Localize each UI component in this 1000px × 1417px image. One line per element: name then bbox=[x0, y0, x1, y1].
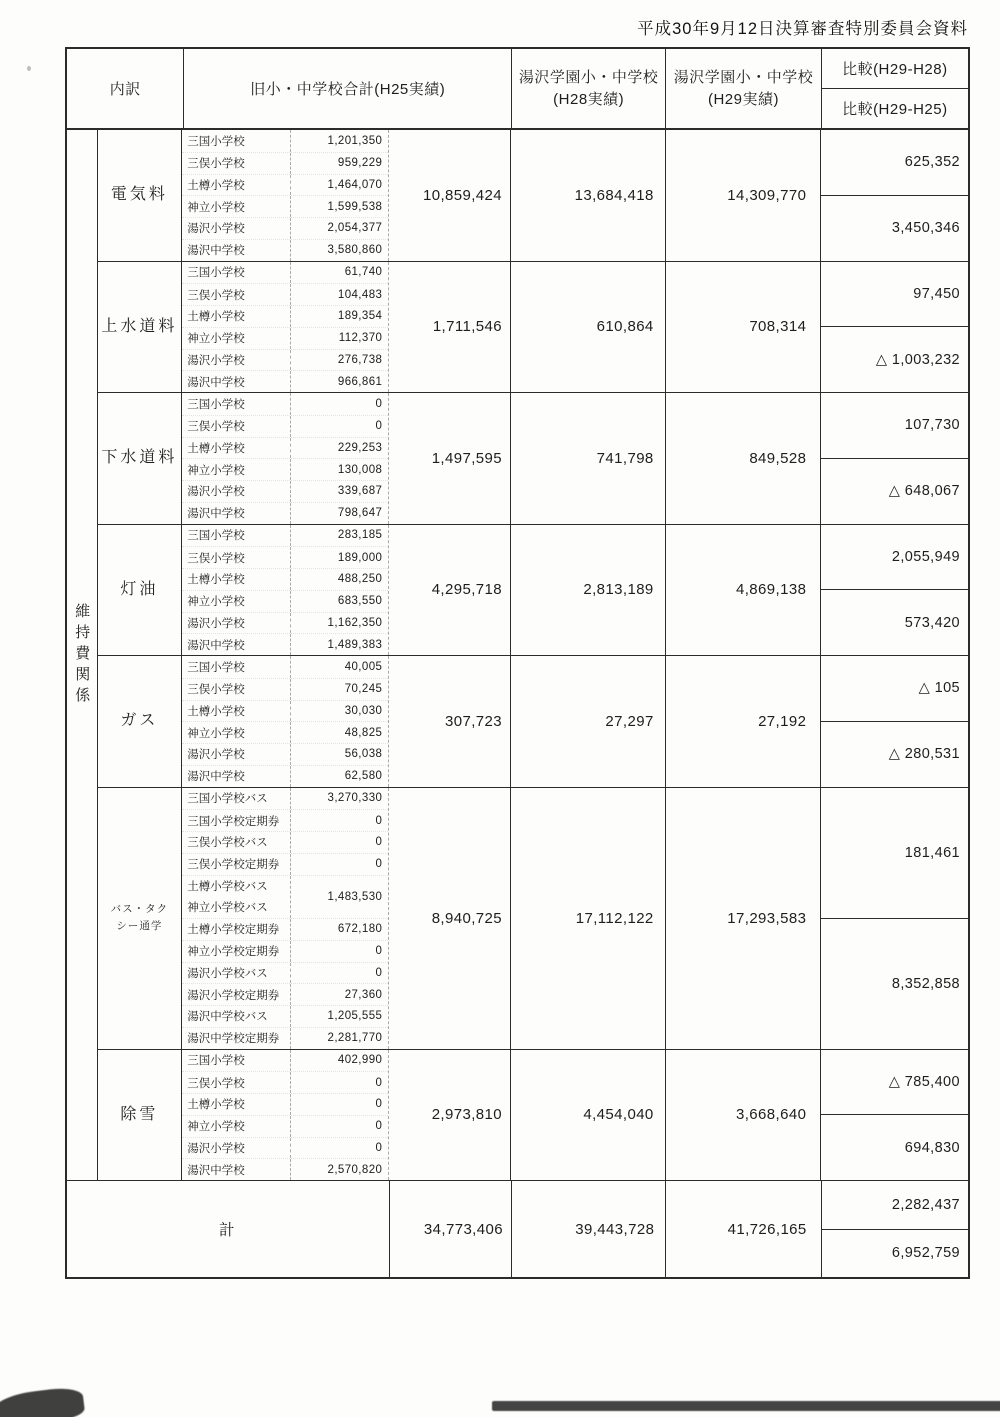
school-value: 1,201,350 bbox=[290, 130, 388, 152]
school-name: 神立小学校 bbox=[187, 464, 245, 477]
school-value: 0 bbox=[290, 1138, 388, 1159]
h28-actual-cell: 2,813,189 bbox=[511, 525, 666, 656]
category-label: シー通学 bbox=[116, 920, 163, 932]
school-value: 189,354 bbox=[290, 306, 388, 327]
item-row bbox=[182, 721, 388, 743]
h28-actual-cell: 13,684,418 bbox=[511, 130, 666, 261]
item-row bbox=[182, 239, 388, 261]
items-column bbox=[182, 1050, 388, 1181]
h28-actual-cell: 27,297 bbox=[511, 656, 666, 787]
item-row bbox=[182, 940, 388, 962]
header-h29-line2: (H29実績) bbox=[707, 90, 779, 108]
item-row bbox=[182, 130, 388, 152]
expense-block bbox=[98, 655, 969, 787]
item-row bbox=[182, 1050, 388, 1072]
items-column bbox=[182, 130, 388, 261]
item-row bbox=[182, 262, 388, 284]
h28-actual-cell: 741,798 bbox=[511, 393, 666, 524]
school-name: 神立小学校バス bbox=[187, 902, 268, 915]
h29-actual-cell: 849,528 bbox=[666, 393, 822, 524]
school-name: 湯沢中学校 bbox=[187, 245, 245, 258]
category-cell bbox=[98, 788, 183, 1049]
school-value: 966,861 bbox=[290, 371, 388, 392]
items-column bbox=[182, 788, 388, 1049]
school-name: 湯沢小学校定期券 bbox=[187, 989, 280, 1002]
scan-artifact-bar bbox=[492, 1401, 1000, 1411]
school-name: 湯沢中学校 bbox=[187, 639, 245, 652]
category-cell bbox=[98, 525, 183, 656]
header-comparison-h29-h25: 比較(H29-H25) bbox=[822, 88, 968, 128]
school-value: 283,185 bbox=[290, 525, 388, 547]
total-comparison-h29-h28: 2,282,437 bbox=[891, 1196, 960, 1213]
item-row bbox=[182, 393, 388, 415]
h29-actual-cell: 14,309,770 bbox=[666, 130, 822, 261]
item-row bbox=[182, 305, 388, 327]
comparison-cell bbox=[821, 393, 968, 524]
school-value: 3,270,330 bbox=[290, 788, 388, 810]
total-h28-value: 39,443,728 bbox=[512, 1181, 666, 1277]
school-value: 0 bbox=[290, 832, 388, 853]
item-row bbox=[182, 590, 388, 612]
h29-actual-cell: 4,869,138 bbox=[666, 525, 822, 656]
school-value: 402,990 bbox=[290, 1050, 388, 1072]
table-body bbox=[67, 130, 968, 1180]
school-name: 三俣小学校定期券 bbox=[187, 859, 280, 872]
header-comparison-h29-h28: 比較(H29-H28) bbox=[842, 61, 948, 78]
item-row bbox=[182, 1027, 388, 1049]
item-row bbox=[182, 788, 388, 810]
school-value: 0 bbox=[290, 941, 388, 962]
school-value: 48,825 bbox=[290, 722, 388, 743]
comparison-h29-h25-value: 3,450,346 bbox=[821, 195, 968, 261]
item-row bbox=[182, 458, 388, 480]
school-value: 2,570,820 bbox=[290, 1159, 388, 1180]
school-name: 三俣小学校 bbox=[187, 552, 245, 565]
school-value: 0 bbox=[290, 810, 388, 831]
category-label: 上水道料 bbox=[101, 317, 178, 335]
item-row bbox=[182, 195, 388, 217]
comparison-cell bbox=[821, 656, 968, 787]
item-row bbox=[182, 525, 388, 547]
h28-actual-cell: 4,454,040 bbox=[511, 1050, 666, 1181]
category-label: 除雪 bbox=[120, 1105, 159, 1123]
item-row bbox=[182, 853, 388, 875]
items-column bbox=[182, 393, 388, 524]
side-label-maintenance: 維持費関係 bbox=[73, 602, 91, 708]
item-row bbox=[182, 633, 388, 655]
school-name: 神立小学校 bbox=[187, 727, 245, 740]
h25-total-cell: 2,973,810 bbox=[388, 1050, 511, 1181]
school-value: 0 bbox=[290, 854, 388, 875]
comparison-h29-h25-value: △ 280,531 bbox=[821, 721, 968, 787]
expense-block bbox=[98, 130, 969, 261]
comparison-cell bbox=[821, 525, 968, 656]
school-name: 三俣小学校 bbox=[187, 289, 245, 302]
school-name: 土樽小学校 bbox=[187, 705, 245, 718]
document-header-note: 平成30年9月12日決算審査特別委員会資料 bbox=[637, 20, 968, 38]
school-name: 三俣小学校 bbox=[187, 684, 245, 697]
item-row bbox=[182, 678, 388, 700]
total-row bbox=[67, 1180, 968, 1277]
item-row bbox=[182, 370, 388, 392]
category-label: 電気料 bbox=[110, 186, 168, 204]
header-h29-line1: 湯沢学園小・中学校 bbox=[673, 68, 814, 86]
header-h28-actual bbox=[512, 49, 666, 128]
school-name: 湯沢小学校 bbox=[187, 749, 245, 762]
school-name: 湯沢中学校 bbox=[187, 771, 245, 784]
side-category-strip bbox=[67, 130, 98, 1180]
school-value: 0 bbox=[290, 1116, 388, 1137]
school-name: 三国小学校 bbox=[187, 661, 245, 674]
item-row bbox=[182, 1137, 388, 1159]
item-row bbox=[182, 1093, 388, 1115]
school-name: 湯沢中学校 bbox=[187, 1164, 245, 1177]
school-name: 神立小学校 bbox=[187, 201, 245, 214]
school-name: 湯沢小学校 bbox=[187, 486, 245, 499]
school-name: 湯沢小学校バス bbox=[187, 967, 268, 980]
comparison-h29-h28-value: △ 785,400 bbox=[888, 1073, 960, 1090]
items-column bbox=[182, 525, 388, 656]
comparison-h29-h25-value: 8,352,858 bbox=[821, 918, 968, 1049]
school-value: 0 bbox=[290, 393, 388, 415]
item-row bbox=[182, 283, 388, 305]
h29-actual-cell: 708,314 bbox=[666, 262, 822, 393]
expense-block bbox=[98, 261, 969, 393]
category-cell bbox=[98, 262, 183, 393]
school-value: 112,370 bbox=[290, 328, 388, 349]
school-name: 三俣小学校バス bbox=[187, 837, 268, 850]
category-cell bbox=[98, 393, 183, 524]
school-value: 683,550 bbox=[290, 591, 388, 612]
item-row bbox=[182, 1158, 388, 1180]
table-header-row bbox=[67, 49, 968, 130]
school-value: 2,281,770 bbox=[290, 1028, 388, 1049]
comparison-h29-h25-value: 573,420 bbox=[821, 589, 968, 655]
item-row bbox=[182, 809, 388, 831]
item-row bbox=[182, 1005, 388, 1027]
item-row bbox=[182, 502, 388, 524]
h28-actual-cell: 17,112,122 bbox=[511, 788, 666, 1049]
school-value: 1,464,070 bbox=[290, 175, 388, 196]
comparison-h29-h25-value: △ 1,003,232 bbox=[821, 326, 968, 392]
item-row bbox=[182, 480, 388, 502]
item-row bbox=[182, 765, 388, 787]
school-name: 湯沢小学校 bbox=[187, 1142, 245, 1155]
comparison-cell bbox=[821, 788, 968, 1049]
school-value: 276,738 bbox=[290, 350, 388, 371]
item-row bbox=[182, 568, 388, 590]
maintenance-cost-table bbox=[65, 47, 970, 1279]
total-comparison-h29-h25: 6,952,759 bbox=[822, 1229, 968, 1278]
school-value: 488,250 bbox=[290, 569, 388, 590]
school-value: 189,000 bbox=[290, 547, 388, 568]
school-name: 三国小学校バス bbox=[187, 793, 268, 806]
school-value: 0 bbox=[290, 1094, 388, 1115]
comparison-h29-h28-value: 181,461 bbox=[904, 844, 960, 861]
category-label: 灯油 bbox=[120, 580, 159, 598]
total-label: 計 bbox=[67, 1181, 390, 1277]
item-row bbox=[182, 612, 388, 634]
total-h29-value: 41,726,165 bbox=[666, 1181, 821, 1277]
total-h25-value: 34,773,406 bbox=[390, 1181, 512, 1277]
school-value: 1,162,350 bbox=[290, 613, 388, 634]
school-name: 神立小学校 bbox=[187, 1121, 245, 1134]
items-column bbox=[182, 262, 388, 393]
school-value: 70,245 bbox=[290, 679, 388, 700]
item-row bbox=[182, 327, 388, 349]
school-name: 土樽小学校 bbox=[187, 311, 245, 324]
school-name: 神立小学校定期券 bbox=[187, 946, 280, 959]
item-row bbox=[182, 174, 388, 196]
item-row bbox=[182, 546, 388, 568]
comparison-h29-h28-value: 2,055,949 bbox=[891, 548, 960, 565]
school-value: 229,253 bbox=[290, 438, 388, 459]
school-value: 1,599,538 bbox=[290, 196, 388, 217]
h29-actual-cell: 3,668,640 bbox=[666, 1050, 822, 1181]
item-row bbox=[182, 415, 388, 437]
h25-total-cell: 1,711,546 bbox=[388, 262, 511, 393]
expense-block bbox=[98, 392, 969, 524]
comparison-h29-h28-value: △ 105 bbox=[918, 680, 960, 697]
category-cell bbox=[98, 656, 183, 787]
school-value: 1,483,530 bbox=[290, 876, 388, 919]
school-name: 湯沢小学校 bbox=[187, 354, 245, 367]
school-name: 湯沢小学校 bbox=[187, 617, 245, 630]
item-row bbox=[182, 743, 388, 765]
item-row bbox=[182, 962, 388, 984]
school-value: 27,360 bbox=[290, 984, 388, 1005]
school-name: 三国小学校 bbox=[187, 1055, 245, 1068]
item-row bbox=[182, 700, 388, 722]
expense-blocks bbox=[98, 130, 969, 1180]
comparison-cell bbox=[821, 1050, 968, 1181]
school-value: 672,180 bbox=[290, 919, 388, 940]
school-name: 土樽小学校 bbox=[187, 1099, 245, 1112]
item-row bbox=[182, 656, 388, 678]
school-name: 三俣小学校 bbox=[187, 158, 245, 171]
school-name: 神立小学校 bbox=[187, 333, 245, 346]
school-value: 0 bbox=[290, 1072, 388, 1093]
expense-block bbox=[98, 1049, 969, 1181]
school-value: 959,229 bbox=[290, 153, 388, 174]
school-name: 三国小学校 bbox=[187, 135, 245, 148]
item-row bbox=[182, 217, 388, 239]
school-name: 土樽小学校 bbox=[187, 179, 245, 192]
item-row bbox=[182, 1115, 388, 1137]
school-value: 62,580 bbox=[290, 766, 388, 787]
school-value: 339,687 bbox=[290, 481, 388, 502]
total-comparison-cell bbox=[822, 1181, 968, 1277]
school-value: 30,030 bbox=[290, 701, 388, 722]
header-breakdown: 内訳 bbox=[67, 49, 184, 128]
school-name: 土樽小学校定期券 bbox=[187, 924, 280, 937]
item-row-merged bbox=[182, 875, 388, 919]
h25-total-cell: 8,940,725 bbox=[388, 788, 511, 1049]
school-name: 湯沢中学校 bbox=[187, 508, 245, 521]
school-name: 湯沢中学校 bbox=[187, 376, 245, 389]
school-name: 湯沢中学校定期券 bbox=[187, 1033, 280, 1046]
comparison-h29-h25-value: 694,830 bbox=[821, 1114, 968, 1180]
item-row bbox=[182, 349, 388, 371]
school-value: 0 bbox=[290, 416, 388, 437]
school-name: 三俣小学校 bbox=[187, 421, 245, 434]
school-name: 土樽小学校バス bbox=[187, 881, 268, 894]
school-name: 神立小学校 bbox=[187, 596, 245, 609]
school-value: 104,483 bbox=[290, 284, 388, 305]
school-name: 三国小学校 bbox=[187, 530, 245, 543]
h29-actual-cell: 27,192 bbox=[666, 656, 822, 787]
item-row bbox=[182, 983, 388, 1005]
school-name: 三国小学校定期券 bbox=[187, 815, 280, 828]
items-column bbox=[182, 656, 388, 787]
item-row bbox=[182, 152, 388, 174]
school-name: 湯沢小学校 bbox=[187, 223, 245, 236]
item-row bbox=[182, 918, 388, 940]
category-cell bbox=[98, 130, 183, 261]
school-value: 1,205,555 bbox=[290, 1006, 388, 1027]
item-name-pair bbox=[182, 876, 290, 919]
h25-total-cell: 10,859,424 bbox=[388, 130, 511, 261]
school-value: 798,647 bbox=[290, 503, 388, 524]
comparison-cell bbox=[821, 262, 968, 393]
scan-speck bbox=[27, 66, 31, 71]
item-row bbox=[182, 831, 388, 853]
school-name: 土樽小学校 bbox=[187, 574, 245, 587]
comparison-h29-h28-value: 625,352 bbox=[904, 154, 960, 171]
category-label: ガス bbox=[120, 712, 159, 730]
school-name: 三国小学校 bbox=[187, 267, 245, 280]
expense-block bbox=[98, 787, 969, 1049]
category-label: 下水道料 bbox=[101, 449, 178, 467]
comparison-cell bbox=[821, 130, 968, 261]
school-name: 土樽小学校 bbox=[187, 442, 245, 455]
category-label: バス・タク bbox=[110, 903, 169, 916]
school-name: 三国小学校 bbox=[187, 398, 245, 411]
category-cell bbox=[98, 1050, 183, 1181]
item-row bbox=[182, 1071, 388, 1093]
school-value: 0 bbox=[290, 963, 388, 984]
header-h25-total: 旧小・中学校合計(H25実績) bbox=[184, 49, 512, 128]
school-value: 130,008 bbox=[290, 459, 388, 480]
school-value: 1,489,383 bbox=[290, 634, 388, 655]
item-row bbox=[182, 437, 388, 459]
school-name: 三俣小学校 bbox=[187, 1077, 245, 1090]
header-h28-line2: (H28実績) bbox=[553, 90, 625, 108]
school-value: 61,740 bbox=[290, 262, 388, 284]
school-value: 56,038 bbox=[290, 744, 388, 765]
h25-total-cell: 1,497,595 bbox=[388, 393, 511, 524]
h25-total-cell: 307,723 bbox=[388, 656, 511, 787]
comparison-h29-h28-value: 107,730 bbox=[904, 417, 960, 434]
school-value: 3,580,860 bbox=[290, 240, 388, 261]
header-h28-line1: 湯沢学園小・中学校 bbox=[518, 68, 659, 86]
school-value: 2,054,377 bbox=[290, 218, 388, 239]
comparison-h29-h25-value: △ 648,067 bbox=[821, 458, 968, 524]
school-value: 40,005 bbox=[290, 656, 388, 678]
school-name: 湯沢中学校バス bbox=[187, 1011, 268, 1024]
scan-artifact-blob bbox=[0, 1386, 86, 1417]
expense-block bbox=[98, 524, 969, 656]
h29-actual-cell: 17,293,583 bbox=[666, 788, 822, 1049]
header-comparison-column bbox=[822, 49, 968, 128]
comparison-h29-h28-value: 97,450 bbox=[913, 285, 960, 302]
header-h29-actual bbox=[666, 49, 821, 128]
h25-total-cell: 4,295,718 bbox=[388, 525, 511, 656]
h28-actual-cell: 610,864 bbox=[511, 262, 666, 393]
